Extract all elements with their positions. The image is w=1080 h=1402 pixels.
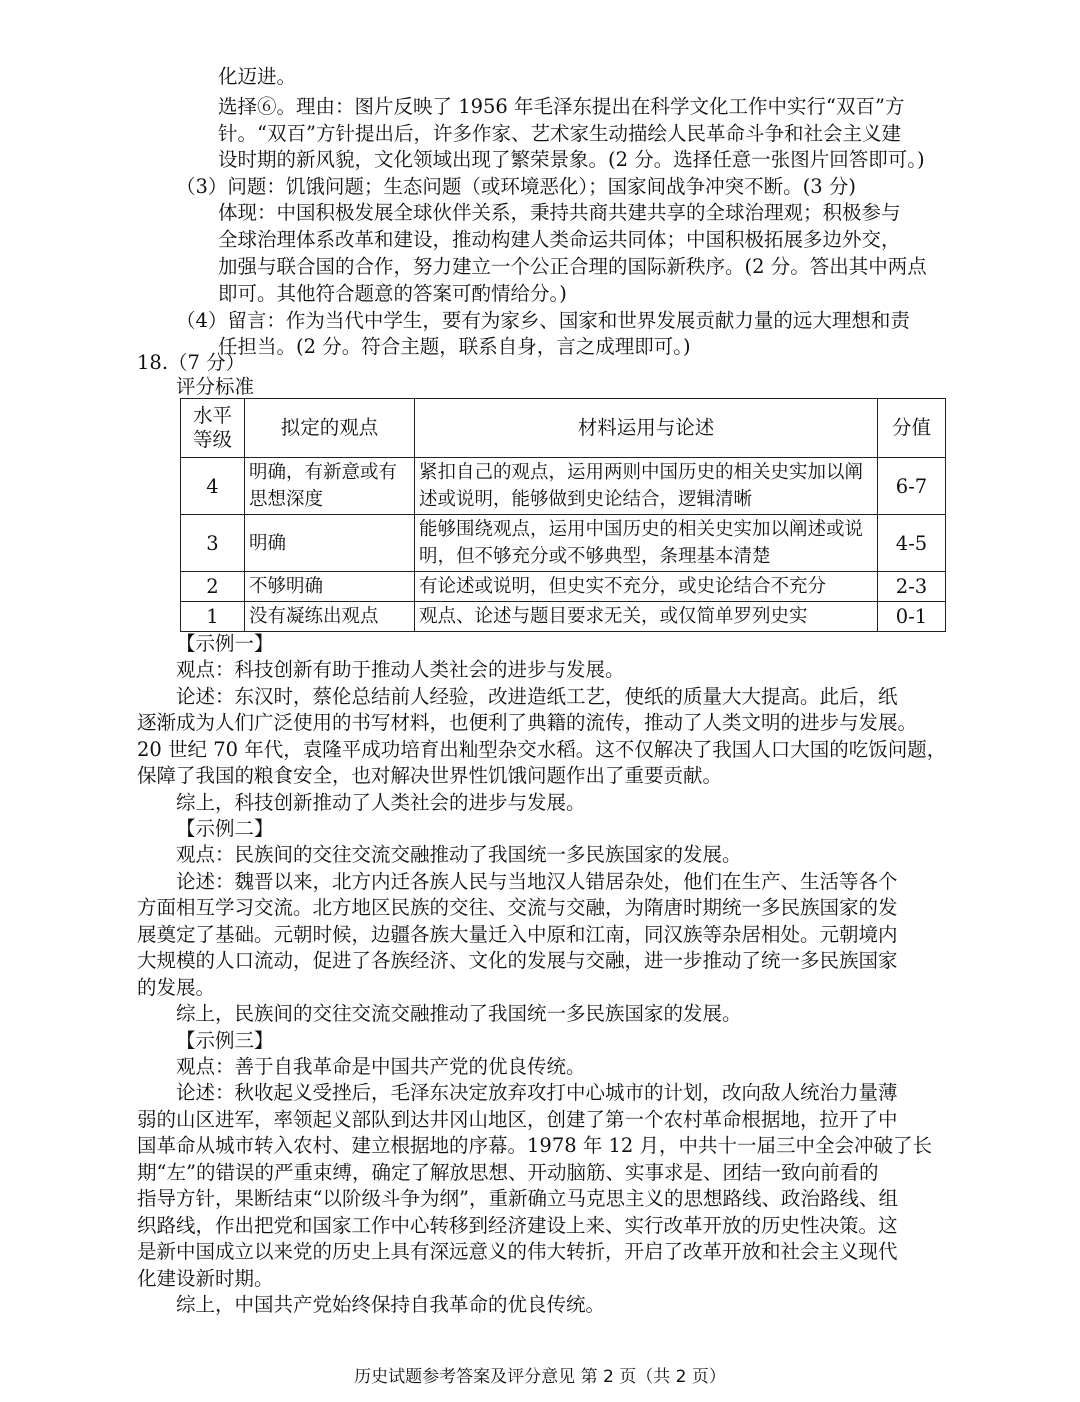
text-line: 设时期的新风貌，文化领域出现了繁荣景象。(2 分。选择任意一张图片回答即可。) — [218, 148, 925, 171]
text-line: 综上，中国共产党始终保持自我革命的优良传统。 — [176, 1293, 606, 1316]
text-line: 方面相互学习交流。北方地区民族的交往、交流与交融，为隋唐时期统一多民族国家的发 — [137, 896, 898, 919]
text-line: 论述：东汉时，蔡伦总结前人经验，改进造纸工艺，使纸的质量大大提高。此后，纸 — [176, 685, 898, 708]
text-line: 展奠定了基础。元朝时候，边疆各族大量迁入中原和江南，同汉族等杂居相处。元朝境内 — [137, 923, 898, 946]
text-line: 大规模的人口流动，促进了各族经济、文化的发展与交融，进一步推动了统一多民族国家 — [137, 949, 898, 972]
scoring-table — [180, 398, 946, 632]
text-line: 综上，民族间的交往交流交融推动了我国统一多民族国家的发展。 — [176, 1002, 742, 1025]
view-cell: 明确，有新意或有思想深度 — [245, 458, 415, 515]
table-row — [181, 572, 946, 602]
text-line: 即可。其他符合题意的答案可酌情给分。) — [218, 282, 567, 305]
example-heading: 【示例三】 — [176, 1029, 274, 1052]
text-line: 20 世纪 70 年代，袁隆平成功培育出籼型杂交水稻。这不仅解决了我国人口大国的吃饭问题， — [137, 738, 947, 761]
view-cell: 没有凝练出观点 — [245, 602, 415, 632]
argument-cell: 观点、论述与题目要求无关，或仅简单罗列史实 — [415, 602, 878, 632]
header-view: 拟定的观点 — [245, 399, 415, 458]
header-level: 水平等级 — [181, 399, 245, 458]
text-line: 观点：科技创新有助于推动人类社会的进步与发展。 — [176, 658, 625, 681]
text-line: 保障了我国的粮食安全，也对解决世界性饥饿问题作出了重要贡献。 — [137, 764, 723, 787]
argument-cell: 能够围绕观点，运用中国历史的相关史实加以阐述或说明，但不够充分或不够典型，条理基本清楚 — [415, 515, 878, 572]
score-cell: 4-5 — [878, 515, 946, 572]
table-row — [181, 458, 946, 515]
view-cell: 明确 — [245, 515, 415, 572]
level-cell: 1 — [181, 602, 245, 632]
level-cell: 4 — [181, 458, 245, 515]
header-score: 分值 — [878, 399, 946, 458]
text-line: 化建设新时期。 — [137, 1267, 274, 1290]
text-line: 织路线，作出把党和国家工作中心转移到经济建设上来、实行改革开放的历史性决策。这 — [137, 1214, 898, 1237]
score-cell: 6-7 — [878, 458, 946, 515]
text-line: 论述：魏晋以来，北方内迁各族人民与当地汉人错居杂处，他们在生产、生活等各个 — [176, 870, 898, 893]
table-caption: 评分标准 — [176, 375, 255, 398]
view-cell: 不够明确 — [245, 572, 415, 602]
argument-cell: 有论述或说明，但史实不充分，或史论结合不充分 — [415, 572, 878, 602]
text-line: 体现：中国积极发展全球伙伴关系，秉持共商共建共享的全球治理观；积极参与 — [218, 201, 901, 224]
level-cell: 2 — [181, 572, 245, 602]
text-line: 任担当。(2 分。符合主题，联系自身，言之成理即可。) — [218, 335, 691, 358]
text-line: 加强与联合国的合作，努力建立一个公正合理的国际新秩序。(2 分。答出其中两点 — [218, 255, 927, 278]
header-argument: 材料运用与论述 — [415, 399, 878, 458]
text-line: 论述：秋收起义受挫后，毛泽东决定放弃攻打中心城市的计划，改向敌人统治力量薄 — [176, 1081, 898, 1104]
table-header-row — [181, 399, 946, 458]
text-line: 选择⑥。理由：图片反映了 1956 年毛泽东提出在科学文化工作中实行“双百”方 — [218, 95, 905, 118]
text-line: 指导方针，果断结束“以阶级斗争为纲”，重新确立马克思主义的思想路线、政治路线、组 — [137, 1187, 898, 1210]
text-line: 国革命从城市转入农村、建立根据地的序幕。1978 年 12 月，中共十一届三中全会冲破了长 — [137, 1134, 933, 1157]
score-cell: 0-1 — [878, 602, 946, 632]
text-line: 全球治理体系改革和建设，推动构建人类命运共同体；中国积极拓展多边外交， — [218, 228, 901, 251]
text-line: 观点：民族间的交往交流交融推动了我国统一多民族国家的发展。 — [176, 843, 742, 866]
text-line: 观点：善于自我革命是中国共产党的优良传统。 — [176, 1055, 586, 1078]
argument-cell: 紧扣自己的观点，运用两则中国历史的相关史实加以阐述或说明，能够做到史论结合，逻辑清晰 — [415, 458, 878, 515]
text-line: 化迈进。 — [218, 65, 297, 88]
text-line: 逐渐成为人们广泛使用的书写材料，也便利了典籍的流传，推动了人类文明的进步与发展。 — [137, 711, 918, 734]
page-footer: 历史试题参考答案及评分意见 第 2 页（共 2 页） — [354, 1367, 726, 1387]
text-line: 的发展。 — [137, 976, 216, 999]
table-row — [181, 602, 946, 632]
text-line: 是新中国成立以来党的历史上具有深远意义的伟大转折，开启了改革开放和社会主义现代 — [137, 1240, 898, 1263]
score-cell: 2-3 — [878, 572, 946, 602]
text-line: （3）问题：饥饿问题；生态问题（或环境恶化）；国家间战争冲突不断。(3 分) — [176, 175, 856, 198]
example-heading: 【示例二】 — [176, 817, 274, 840]
text-line: 针。“双百”方针提出后，许多作家、艺术家生动描绘人民革命斗争和社会主义建 — [218, 122, 901, 145]
text-line: （4）留言：作为当代中学生，要有为家乡、国家和世界发展贡献力量的远大理想和责 — [176, 309, 910, 332]
question-number: 18.（7 分） — [137, 351, 246, 374]
text-line: 期“左”的错误的严重束缚，确定了解放思想、开动脑筋、实事求是、团结一致向前看的 — [137, 1161, 879, 1184]
example-heading: 【示例一】 — [176, 632, 274, 655]
level-cell: 3 — [181, 515, 245, 572]
text-line: 综上，科技创新推动了人类社会的进步与发展。 — [176, 791, 586, 814]
table-row — [181, 515, 946, 572]
text-line: 弱的山区进军，率领起义部队到达井冈山地区，创建了第一个农村革命根据地，拉开了中 — [137, 1108, 898, 1131]
